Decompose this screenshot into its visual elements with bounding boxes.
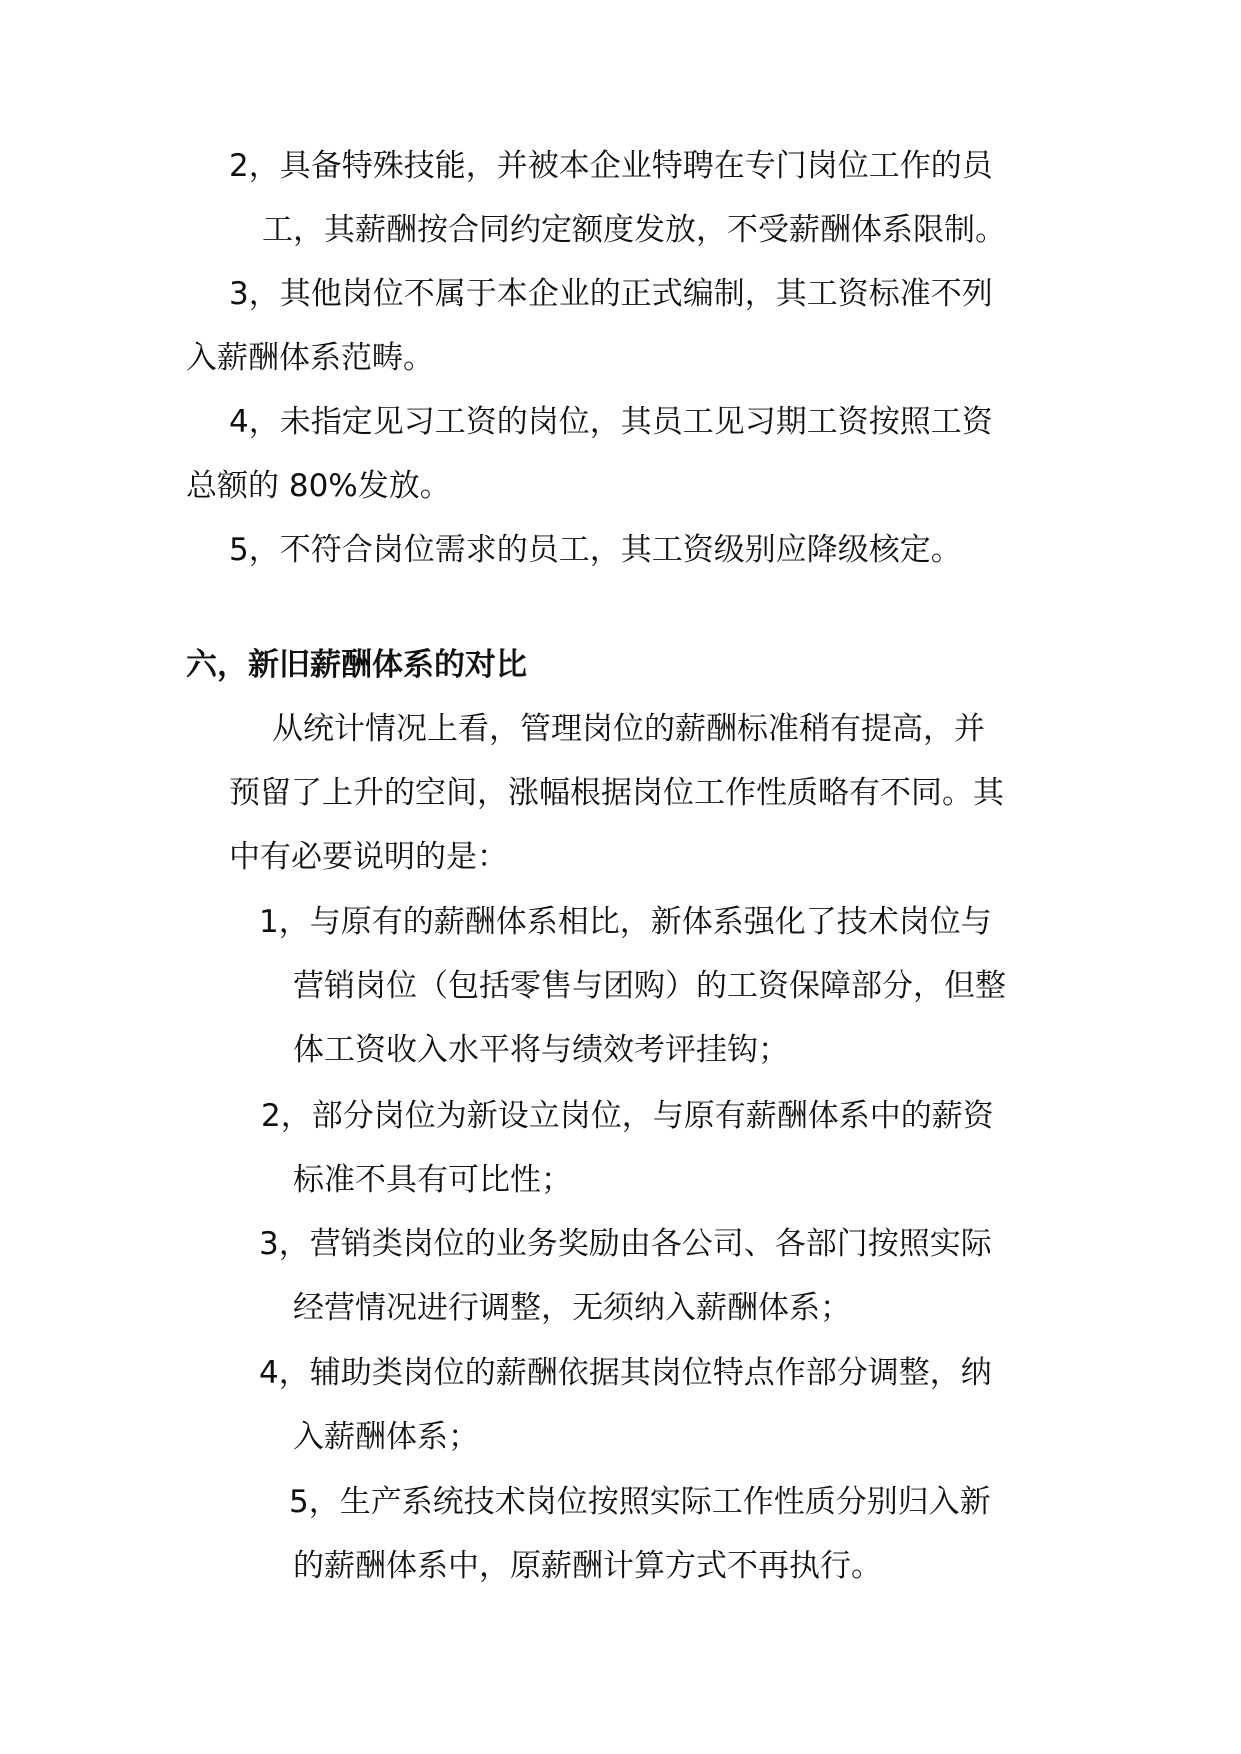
list-item-line: 的薪酬体系中，原薪酬计算方式不再执行。: [293, 1548, 882, 1584]
list-item-line: 营销岗位（包括零售与团购）的工资保障部分，但整: [293, 968, 1006, 1004]
list-item-line: 3，营销类岗位的业务奖励由各公司、各部门按照实际: [259, 1226, 992, 1262]
text-line: 4，未指定见习工资的岗位，其员工见习期工资按照工资: [229, 404, 993, 440]
text-line: 3，其他岗位不属于本企业的正式编制，其工资标准不列: [229, 276, 993, 312]
list-item-line: 1，与原有的薪酬体系相比，新体系强化了技术岗位与: [259, 904, 992, 940]
text-line: 2，具备特殊技能，并被本企业特聘在专门岗位工作的员: [229, 148, 993, 184]
list-item-line: 4，辅助类岗位的薪酬依据其岗位特点作部分调整，纳: [259, 1355, 992, 1391]
list-item-line: 体工资收入水平将与绩效考评挂钩；: [293, 1032, 789, 1068]
list-item-line: 标准不具有可比性；: [293, 1162, 572, 1198]
list-item-line: 经营情况进行调整，无须纳入薪酬体系；: [293, 1290, 851, 1326]
paragraph-line: 预留了上升的空间，涨幅根据岗位工作性质略有不同。其: [229, 775, 1004, 811]
text-line: 5，不符合岗位需求的员工，其工资级别应降级核定。: [229, 532, 962, 568]
list-item-line: 入薪酬体系；: [293, 1419, 479, 1455]
paragraph-line: 从统计情况上看，管理岗位的薪酬标准稍有提高，并: [272, 711, 985, 747]
list-item-line: 2，部分岗位为新设立岗位，与原有薪酬体系中的薪资: [261, 1098, 994, 1134]
list-item-line: 5，生产系统技术岗位按照实际工作性质分别归入新: [289, 1484, 991, 1520]
text-line: 总额的 80%发放。: [186, 468, 451, 504]
section-heading: 六，新旧薪酬体系的对比: [186, 647, 527, 683]
paragraph-line: 中有必要说明的是：: [229, 839, 508, 875]
text-line: 入薪酬体系范畴。: [186, 340, 434, 376]
text-line: 工，其薪酬按合同约定额度发放，不受薪酬体系限制。: [262, 212, 1006, 248]
